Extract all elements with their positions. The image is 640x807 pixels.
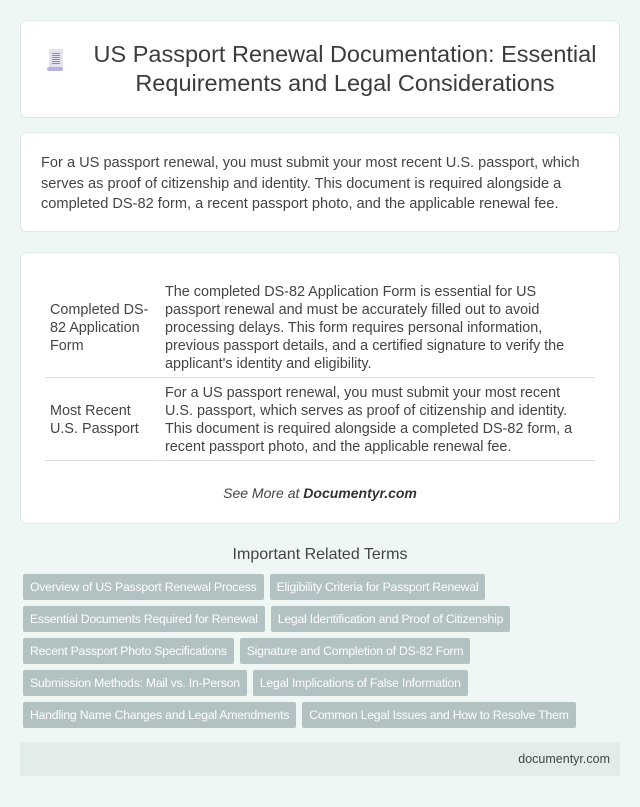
related-term-tag[interactable]: Handling Name Changes and Legal Amendments	[23, 702, 296, 728]
intro-card	[20, 132, 620, 232]
page-title: US Passport Renewal Documentation: Essential Requirements and Legal Considerations	[93, 41, 597, 96]
table-row	[45, 277, 595, 378]
see-more	[43, 485, 597, 501]
see-more-prefix: See More at	[223, 485, 304, 501]
requirements-table	[43, 277, 597, 461]
intro-text: For a US passport renewal, you must submit your most recent U.S. passport, which serves as proof of citizenship and identity. This document is required alongside a completed DS-82 form, a recent passport photo, and the applicable renewal fee.	[41, 155, 580, 212]
description-cell: For a US passport renewal, you must submit your most recent U.S. passport, which serves as proof of citizenship and identity. This document is required alongside a completed DS-82 form, a recent passport photo, and the applicable renewal fee.	[161, 378, 595, 461]
related-term-tag[interactable]: Submission Methods: Mail vs. In-Person	[23, 670, 247, 696]
table-row	[45, 378, 595, 461]
term-cell: Most Recent U.S. Passport	[45, 378, 159, 461]
related-term-tag[interactable]: Overview of US Passport Renewal Process	[23, 574, 264, 600]
related-term-tag[interactable]: Eligibility Criteria for Passport Renewal	[270, 574, 486, 600]
related-term-tag[interactable]: Legal Identification and Proof of Citizenship	[271, 606, 510, 632]
document-scroll-icon	[47, 49, 65, 71]
related-term-tag[interactable]: Essential Documents Required for Renewal	[23, 606, 265, 632]
related-term-tag[interactable]: Signature and Completion of DS-82 Form	[240, 638, 471, 664]
footer-site-link[interactable]: documentyr.com	[518, 752, 610, 766]
page-footer	[20, 742, 620, 776]
related-term-tag[interactable]: Legal Implications of False Information	[253, 670, 468, 696]
related-terms-list	[20, 574, 620, 734]
related-term-tag[interactable]: Recent Passport Photo Specifications	[23, 638, 234, 664]
related-terms-heading: Important Related Terms	[232, 546, 408, 563]
see-more-link[interactable]: Documentyr.com	[303, 485, 417, 501]
description-cell: The completed DS-82 Application Form is essential for US passport renewal and must be accurately filled out to avoid processing delays. This form requires personal information, previous passport details, and a certified signature to verify the applicant's identity and eligibility.	[161, 277, 595, 378]
page-header	[20, 20, 620, 118]
related-term-tag[interactable]: Common Legal Issues and How to Resolve Them	[302, 702, 575, 728]
term-cell: Completed DS-82 Application Form	[45, 277, 159, 378]
requirements-card	[20, 252, 620, 524]
